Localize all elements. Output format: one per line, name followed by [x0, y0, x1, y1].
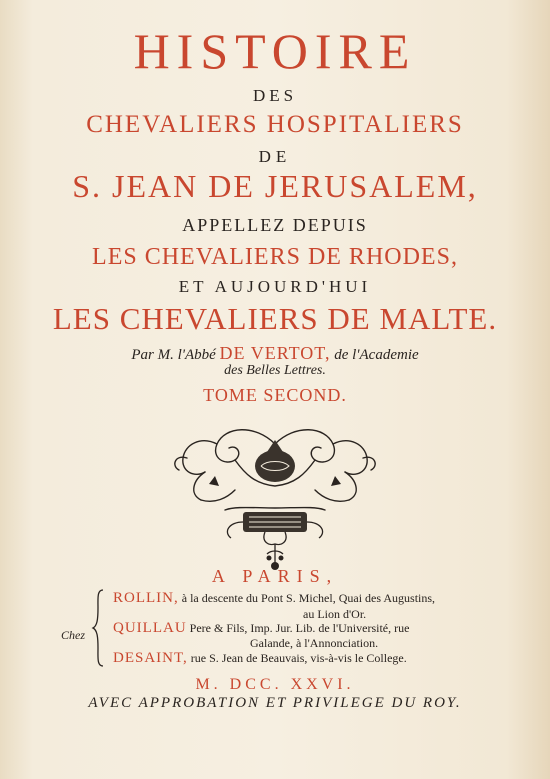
publisher-address-continued: au Lion d'Or. [303, 607, 367, 621]
publication-date: M. DCC. XXVI. [195, 676, 355, 693]
author-line-2: des Belles Lettres. [224, 363, 326, 378]
title-line-chevaliers-rhodes: LES CHEVALIERS DE RHODES, [92, 244, 458, 270]
floral-vignette-icon [165, 414, 385, 572]
title-line-chevaliers-hospitaliers: CHEVALIERS HOSPITALIERS [86, 111, 464, 138]
author-suffix: de l'Academie [334, 347, 419, 363]
imprint-chez: Chez [61, 628, 85, 642]
author-line [0, 343, 550, 364]
publisher-name: DESAINT, [113, 650, 188, 666]
volume-label: TOME SECOND. [203, 385, 347, 405]
author-name: DE VERTOT, [219, 343, 331, 363]
title-line-appellez-depuis: APPELLEZ DEPUIS [182, 215, 368, 235]
title-line-aujourdhui: ET AUJOURD'HUI [178, 277, 372, 296]
brace-icon [91, 588, 105, 668]
publisher-rollin [113, 590, 435, 607]
publisher-address-continued: Galande, à l'Annonciation. [250, 636, 379, 650]
publisher-address: rue S. Jean de Beauvais, vis-à-vis le College. [190, 651, 407, 665]
publisher-name: QUILLAU [113, 620, 187, 636]
title-line-des: DES [252, 86, 298, 105]
publisher-address: Pere & Fils, Imp. Jur. Lib. de l'Université, rue [189, 621, 410, 635]
publisher-name: ROLLIN, [113, 590, 179, 606]
publisher-quillau [113, 620, 409, 637]
royal-privilege: AVEC APPROBATION ET PRIVILEGE DU ROY. [88, 695, 462, 711]
title-line-de: DE [258, 147, 292, 166]
author-prefix: Par M. l'Abbé [131, 347, 216, 363]
publisher-address: à la descente du Pont S. Michel, Quai des Augustins, [181, 591, 436, 605]
title-line-saint-jean: S. JEAN DE JERUSALEM, [72, 168, 478, 204]
publisher-desaint [113, 650, 407, 667]
imprint-city: A PARIS, [211, 566, 339, 586]
title-line-chevaliers-malte: LES CHEVALIERS DE MALTE. [52, 301, 498, 336]
book-title: HISTOIRE [133, 23, 417, 79]
